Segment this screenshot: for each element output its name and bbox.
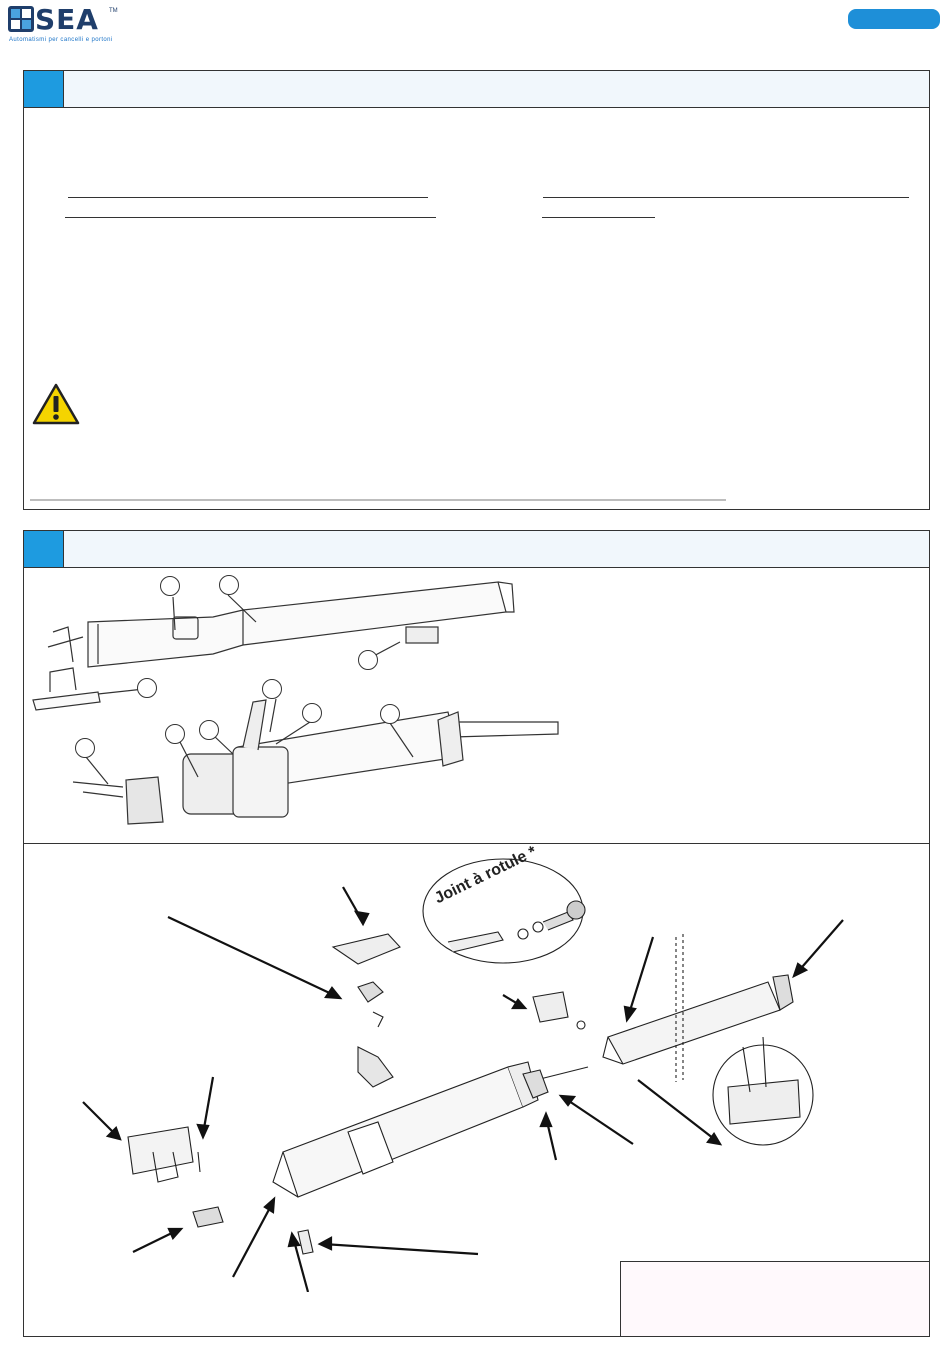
section-2-split-line [24, 843, 930, 844]
callout-circle [358, 650, 378, 670]
section-1-number [24, 71, 64, 107]
installation-diagram [28, 852, 923, 1292]
note-box [620, 1261, 930, 1337]
warning-triangle-icon [32, 383, 80, 425]
section-1-header [24, 71, 929, 108]
section-1-divider [30, 499, 726, 501]
brand-tagline: Automatismi per cancelli e portoni [9, 37, 113, 43]
callout-circle [160, 576, 180, 596]
callout-circle [199, 720, 219, 740]
underline-right-2 [542, 217, 655, 218]
callout-circle [219, 575, 239, 595]
logo-mark-icon [8, 6, 34, 32]
section-2-number [24, 531, 64, 567]
trademark: TM [109, 8, 118, 14]
section-1 [23, 70, 930, 510]
callout-circle [302, 703, 322, 723]
language-badge [848, 9, 940, 29]
brand-logo [8, 3, 118, 46]
brand-name: SEA [35, 3, 99, 36]
callout-circle [75, 738, 95, 758]
underline-left-1 [68, 197, 428, 198]
callout-circle [165, 724, 185, 744]
section-2-header [24, 531, 929, 568]
callout-circle [380, 704, 400, 724]
ball-joint-label: Joint à rotule * [432, 843, 540, 908]
callout-circle [137, 678, 157, 698]
callout-circle [262, 679, 282, 699]
underline-right-1 [543, 197, 909, 198]
underline-left-2 [65, 217, 436, 218]
